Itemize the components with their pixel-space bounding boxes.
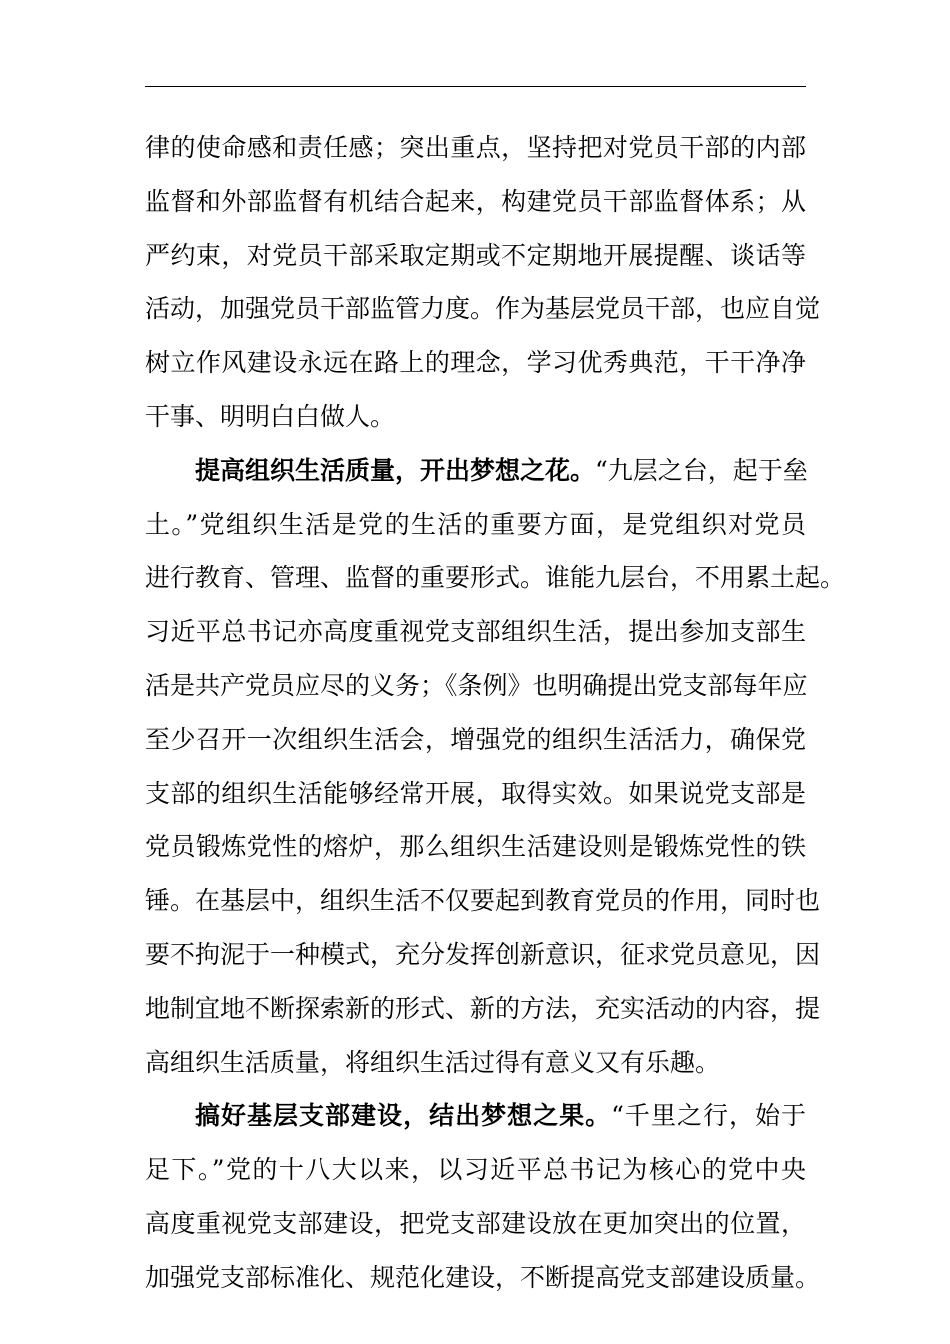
document-body [145,121,846,1305]
text-line: 要不拘泥于一种模式，充分发挥创新意识，征求党员意见，因 [145,939,821,969]
text-line: 足下。”党的十八大以来，以习近平总书记为核心的党中央 [145,1155,806,1185]
paragraph-1 [145,121,821,444]
text-run: “九层之台，起于垒 [595,455,808,485]
text-line: 高度重视党支部建设，把党支部建设放在更加突出的位置， [145,1208,806,1238]
paragraph-heading: 提高组织生活质量，开出梦想之花。 [195,455,596,485]
paragraph-3 [145,1089,821,1304]
text-line: 加强党支部标准化、规范化建设，不断提高党支部建设质量。 [145,1262,821,1292]
text-line: 习近平总书记亦高度重视党支部组织生活，提出参加支部生 [145,617,806,647]
header-rule [145,86,806,87]
text-line: 至少召开一次组织生活会，增强党的组织生活活力，确保党 [145,724,806,754]
text-line: 进行教育、管理、监督的重要形式。谁能九层台，不用累土起。 [145,563,846,593]
text-line: 树立作风建设永远在路上的理念，学习优秀典范，干干净净 [145,348,806,378]
text-line: 高组织生活质量，将组织生活过得有意义又有乐趣。 [145,1047,721,1077]
text-line: 土。”党组织生活是党的生活的重要方面，是党组织对党员 [145,509,806,539]
paragraph-2 [145,444,846,1090]
text-run: “千里之行，始于 [611,1101,806,1131]
text-line: 监督和外部监督有机结合起来，构建党员干部监督体系；从 [145,186,806,216]
text-line: 党员锻炼党性的熔炉，那么组织生活建设则是锻炼党性的铁 [145,832,806,862]
paragraph-first-line [145,444,806,498]
text-line: 严约束，对党员干部采取定期或不定期地开展提醒、谈话等 [145,240,806,270]
paragraph-heading: 搞好基层支部建设，结出梦想之果。 [195,1101,612,1131]
text-line: 活动，加强党员干部监管力度。作为基层党员干部，也应自觉 [145,294,821,324]
paragraph-first-line [145,1089,806,1143]
text-line: 活是共产党员应尽的义务；《条例》也明确提出党支部每年应 [145,670,808,700]
text-line: 支部的组织生活能够经常开展，取得实效。如果说党支部是 [145,778,806,808]
text-line: 锤。在基层中，组织生活不仅要起到教育党员的作用，同时也 [145,886,821,916]
text-line: 干事、明明白白做人。 [145,401,396,431]
text-line: 律的使命感和责任感；突出重点，坚持把对党员干部的内部 [145,133,806,162]
text-line: 地制宜地不断探索新的形式、新的方法，充实活动的内容，提 [145,993,821,1023]
